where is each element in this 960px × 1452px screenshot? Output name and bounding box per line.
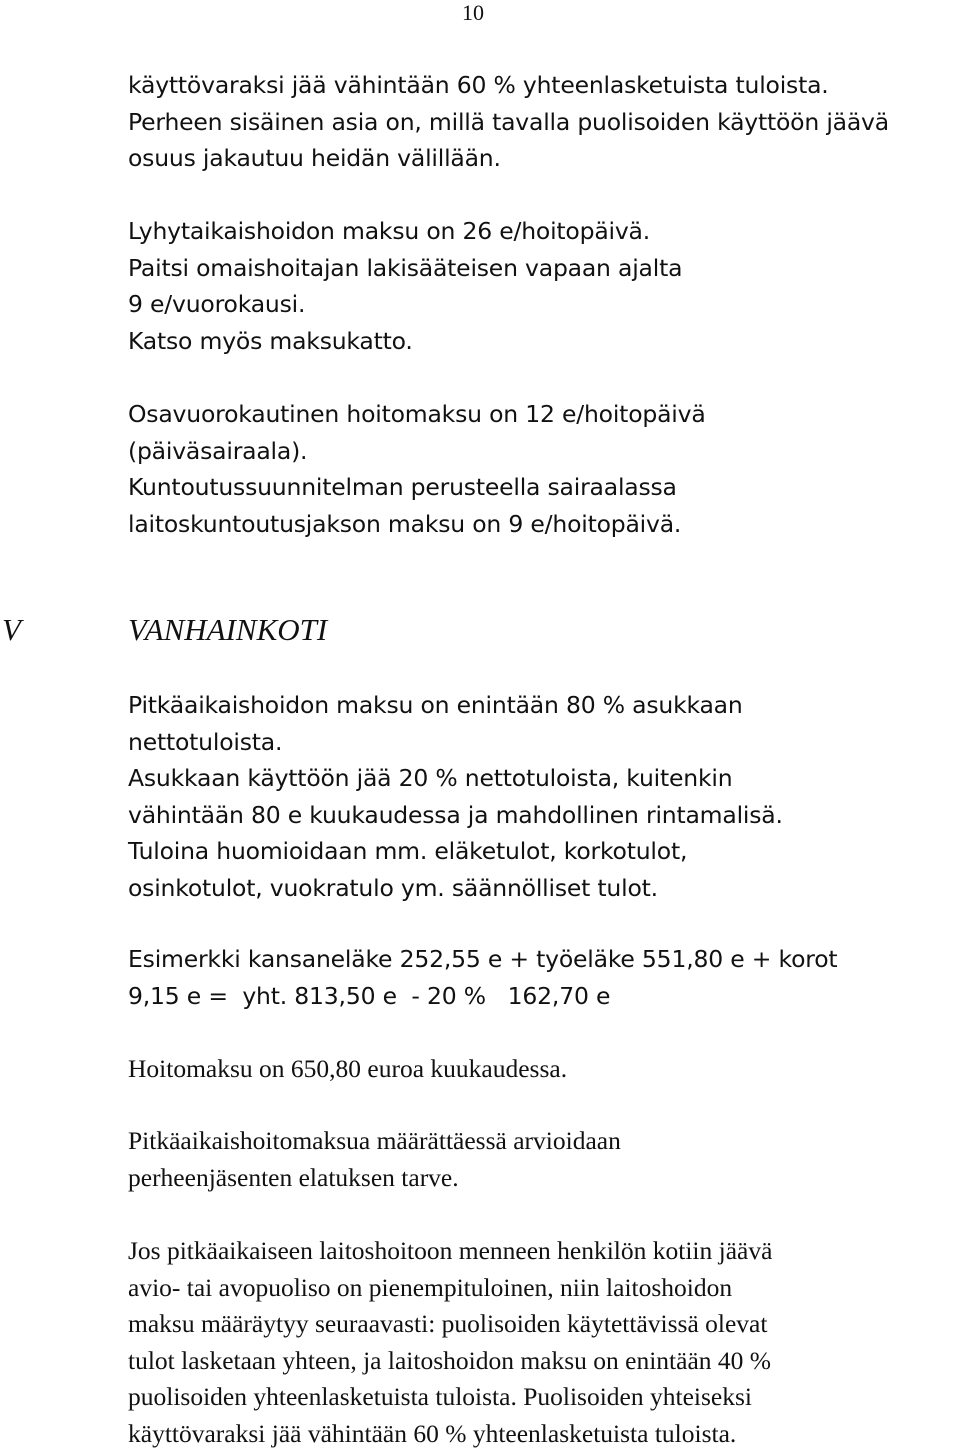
text-line: Pitkäaikaishoitomaksua määrättäessä arvioidaan: [128, 1123, 948, 1160]
text-line: vähintään 80 e kuukaudessa ja mahdollinen rintamalisä.: [128, 797, 948, 834]
section-number: V: [2, 612, 21, 648]
paragraph-day-care: [128, 396, 948, 542]
text-line: Lyhytaikaishoidon maksu on 26 e/hoitopäivä.: [128, 213, 948, 250]
text-line: Tuloina huomioidaan mm. eläketulot, korkotulot,: [128, 833, 948, 870]
text-line: maksu määräytyy seuraavasti: puolisoiden käytettävissä olevat: [128, 1306, 948, 1343]
text-line: Jos pitkäaikaiseen laitoshoitoon menneen henkilön kotiin jäävä: [128, 1233, 948, 1270]
text-line: nettotuloista.: [128, 724, 948, 761]
text-line: Hoitomaksu on 650,80 euroa kuukaudessa.: [128, 1051, 948, 1088]
text-line: perheenjäsenten elatuksen tarve.: [128, 1160, 948, 1197]
text-line: Pitkäaikaishoidon maksu on enintään 80 % asukkaan: [128, 687, 948, 724]
page-number: 10: [462, 0, 484, 26]
text-line: tulot lasketaan yhteen, ja laitoshoidon maksu on enintään 40 %: [128, 1343, 948, 1380]
text-line: Kuntoutussuunnitelman perusteella sairaalassa: [128, 469, 948, 506]
text-line: Asukkaan käyttöön jää 20 % nettotuloista, kuitenkin: [128, 760, 948, 797]
text-line: Esimerkki kansaneläke 252,55 e + työeläke 551,80 e + korot: [128, 941, 948, 978]
text-line: osuus jakautuu heidän välillään.: [128, 140, 948, 177]
paragraph-income-share: [128, 67, 948, 177]
text-line: Perheen sisäinen asia on, millä tavalla puolisoiden käyttöön jäävä: [128, 104, 948, 141]
text-line: Paitsi omaishoitajan lakisääteisen vapaan ajalta: [128, 250, 948, 287]
text-line: (päiväsairaala).: [128, 433, 948, 470]
paragraph-family-support: [128, 1123, 948, 1196]
paragraph-short-term-care: [128, 213, 948, 359]
paragraph-example: [128, 941, 948, 1014]
text-line: laitoskuntoutusjakson maksu on 9 e/hoitopäivä.: [128, 506, 948, 543]
text-line: 9 e/vuorokausi.: [128, 286, 948, 323]
text-line: Osavuorokautinen hoitomaksu on 12 e/hoitopäivä: [128, 396, 948, 433]
text-line: käyttövaraksi jää vähintään 60 % yhteenlasketuista tuloista.: [128, 67, 948, 104]
text-line: 9,15 e = yht. 813,50 e - 20 % 162,70 e: [128, 978, 948, 1015]
text-line: puolisoiden yhteenlasketuista tuloista. Puolisoiden yhteiseksi: [128, 1379, 948, 1416]
text-line: käyttövaraksi jää vähintään 60 % yhteenlasketuista tuloista.: [128, 1416, 948, 1452]
paragraph-spouse-rule: [128, 1233, 948, 1452]
paragraph-care-fee-result: [128, 1051, 948, 1088]
text-line: avio- tai avopuoliso on pienempituloinen, niin laitoshoidon: [128, 1270, 948, 1307]
section-title: VANHAINKOTI: [128, 612, 327, 648]
text-line: Katso myös maksukatto.: [128, 323, 948, 360]
text-line: osinkotulot, vuokratulo ym. säännölliset tulot.: [128, 870, 948, 907]
paragraph-long-term-fee: [128, 687, 948, 906]
